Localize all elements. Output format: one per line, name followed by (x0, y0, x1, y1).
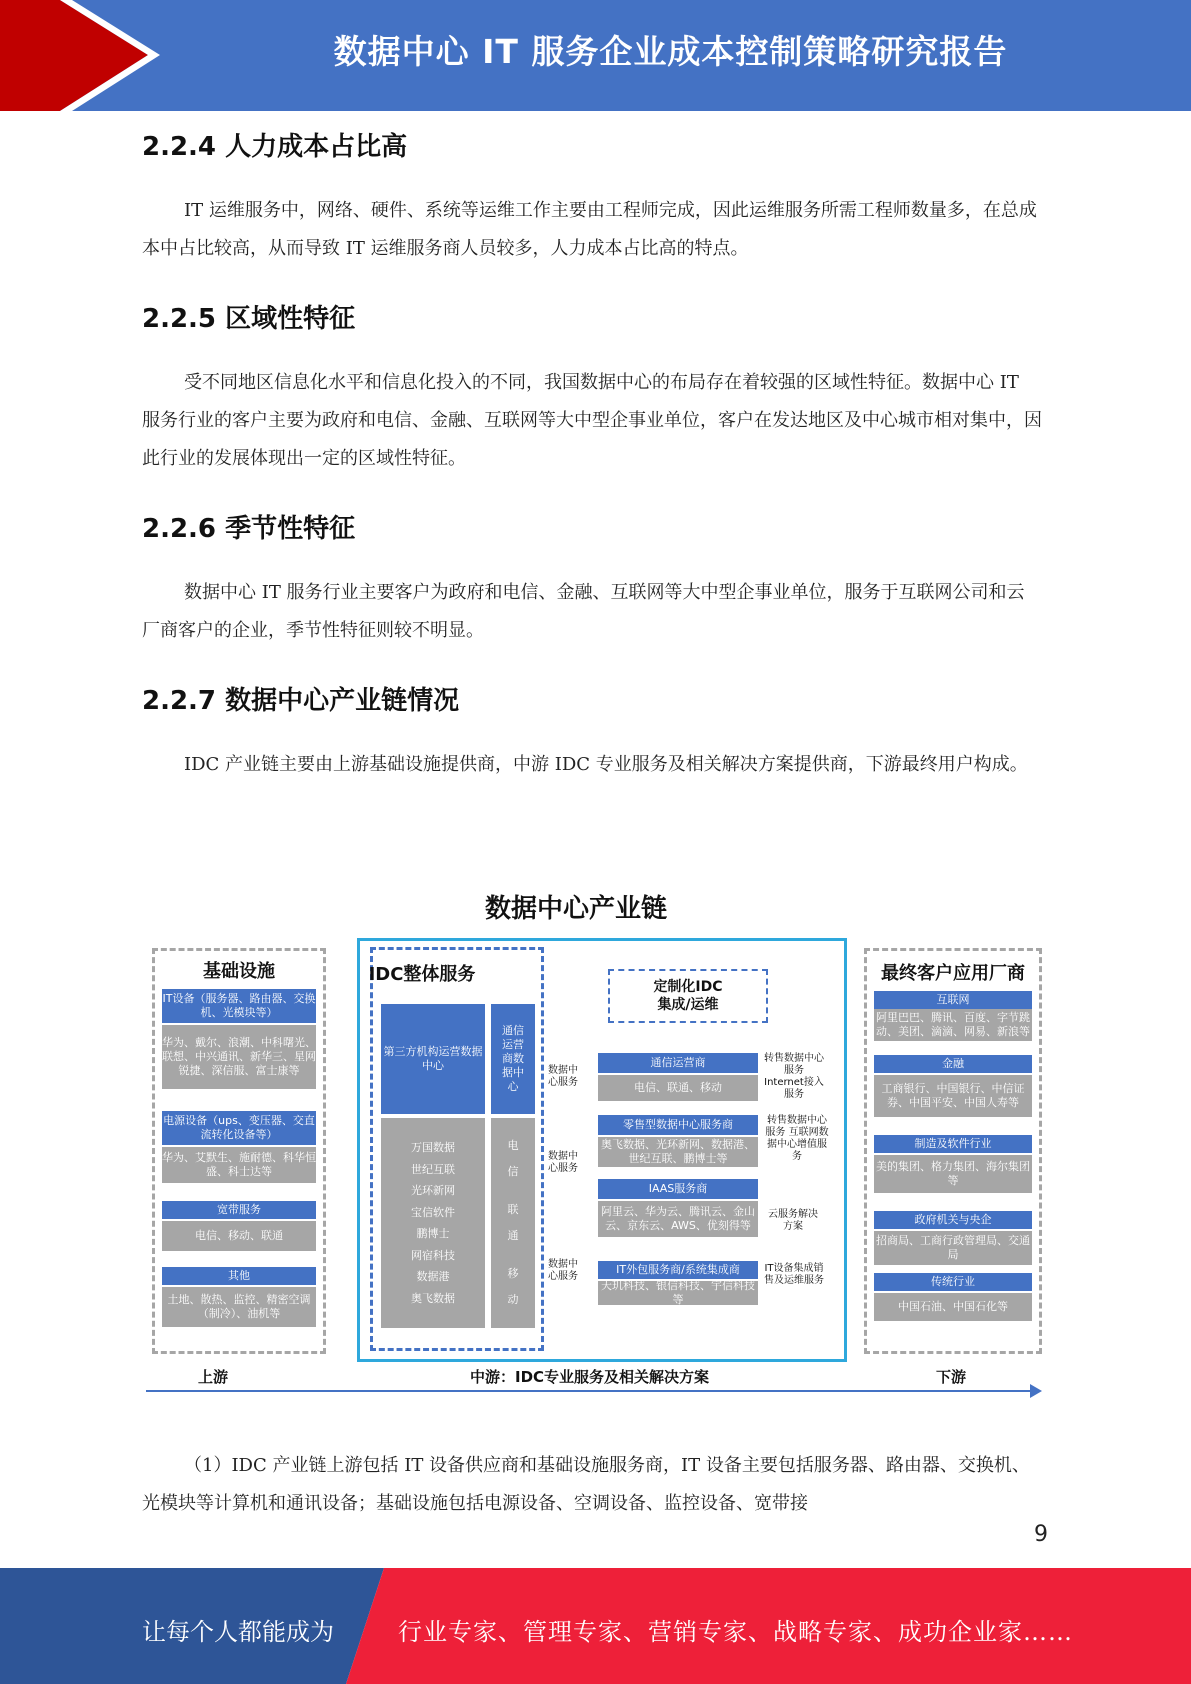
third-party-item: 宝信软件 (411, 1205, 455, 1219)
midstream-column (357, 938, 847, 1362)
provider-detail: 天玑科技、银信科技、宇信科技等 (598, 1281, 758, 1305)
provider-label: IT外包服务商/系统集成商 (598, 1261, 758, 1279)
downstream-label: 下游 (936, 1368, 967, 1386)
upstream-group-detail: 电信、移动、联通 (162, 1221, 316, 1251)
third-party-item: 万国数据 (411, 1141, 455, 1154)
telecom-char: 信 (507, 1165, 519, 1178)
custom-idc-title: 定制化IDC 集成/运维 (653, 979, 723, 1013)
page-header (0, 0, 1191, 111)
flow-arrow-line (146, 1390, 1034, 1392)
custom-idc-box (608, 969, 768, 1023)
provider-detail: 奥飞数据、光环新网、数据港、世纪互联、鹏博士等 (598, 1137, 758, 1167)
service-side-label: 数据中心服务 (548, 1151, 578, 1174)
downstream-group-label: 互联网 (874, 991, 1032, 1009)
upstream-group-label: IT设备（服务器、路由器、交换机、光模块等） (162, 989, 316, 1023)
third-party-idc-label: 第三方机构运营数据中心 (381, 1004, 485, 1114)
service-side-label: 数据中心服务 (548, 1259, 578, 1282)
telecom-idc-label: 通信运营商数据中心 (491, 1004, 535, 1114)
downstream-group-detail: 阿里巴巴、腾讯、百度、字节跳动、美团、滴滴、网易、新浪等 (874, 1009, 1032, 1041)
upstream-group-detail: 土地、散热、监控、精密空调（制冷）、油机等 (162, 1287, 316, 1327)
telecom-char: 联 (507, 1203, 519, 1216)
upstream-label: 上游 (198, 1368, 229, 1386)
section-paragraph: 数据中心 IT 服务行业主要客户为政府和电信、金融、互联网等大中型企事业单位，服务于互联网公司和云厂商客户的企业，季节性特征则较不明显。 (142, 582, 1025, 641)
third-party-item: 光环新网 (411, 1184, 455, 1197)
upstream-group-label: 其他 (162, 1267, 316, 1285)
header-title: 数据中心 IT 服务企业成本控制策略研究报告 (333, 32, 1008, 71)
industry-chain-figure (146, 888, 1046, 1398)
downstream-title: 最终客户应用厂商 (881, 963, 1025, 984)
third-party-idc-list (381, 1118, 485, 1328)
report-content (142, 118, 1042, 784)
third-party-item: 鹏博士 (416, 1227, 450, 1240)
telecom-char: 移 (507, 1267, 519, 1280)
page-number: 9 (1034, 1522, 1048, 1547)
page-footer (0, 1568, 1191, 1684)
upstream-title: 基础设施 (203, 961, 275, 982)
upstream-column (152, 948, 326, 1354)
section-paragraph: IDC 产业链主要由上游基础设施提供商，中游 IDC 专业服务及相关解决方案提供商，下游最终用户构成。 (184, 754, 1028, 775)
section-heading: 2.2.4 人力成本占比高 (142, 132, 408, 162)
third-party-item: 数据港 (416, 1270, 450, 1283)
footer-slogan-left: 让每个人都能成为 (142, 1618, 334, 1646)
upstream-group-detail: 华为、戴尔、浪潮、中科曙光、联想、中兴通讯、新华三、星网锐捷、深信服、富士康等 (162, 1025, 316, 1089)
third-party-item: 网宿科技 (411, 1248, 455, 1262)
midstream-label: 中游：IDC专业服务及相关解决方案 (470, 1368, 710, 1386)
downstream-group-detail: 美的集团、格力集团、海尔集团等 (874, 1155, 1032, 1193)
footer-slogan-right: 行业专家、管理专家、营销专家、战略专家、成功企业家…… (398, 1618, 1073, 1646)
idc-overall-service-box (370, 947, 544, 1351)
third-party-item: 奥飞数据 (411, 1291, 455, 1305)
figure-title: 数据中心产业链 (484, 894, 667, 924)
section-heading: 2.2.6 季节性特征 (142, 514, 356, 544)
provider-note: 转售数据中心服务 互联网数据中心增值服务 (765, 1115, 829, 1162)
downstream-group-label: 制造及软件行业 (874, 1135, 1032, 1153)
upstream-group-label: 电源设备（ups、变压器、交直流转化设备等） (162, 1111, 316, 1145)
downstream-group-label: 金融 (874, 1055, 1032, 1073)
downstream-group-label: 政府机关与央企 (874, 1211, 1032, 1229)
provider-note: IT设备集成销售及运维服务 (764, 1263, 824, 1286)
service-side-label: 数据中心服务 (548, 1065, 578, 1088)
downstream-group-detail: 中国石油、中国石化等 (874, 1293, 1032, 1321)
third-party-item: 世纪互联 (411, 1162, 455, 1176)
provider-label: 零售型数据中心服务商 (598, 1115, 758, 1135)
provider-note: 转售数据中心服务 Internet接入服务 (764, 1053, 824, 1100)
section-paragraph: 受不同地区信息化水平和信息化投入的不同，我国数据中心的布局存在着较强的区域性特征。数据中心 IT 服务行业的客户主要为政府和电信、金融、互联网等大中型企事业单位，客户在发达地区及中心城市相对集中，因此行业的发展体现出一定的区域性特征。 (142, 372, 1042, 469)
section-paragraph: （1）IDC 产业链上游包括 IT 设备供应商和基础设施服务商，IT 设备主要包括服务器、路由器、交换机、光模块等计算机和通讯设备；基础设施包括电源设备、空调设备、监控设备、宽带接 (142, 1455, 1030, 1514)
section-paragraph: IT 运维服务中，网络、硬件、系统等运维工作主要由工程师完成，因此运维服务所需工程师数量多，在总成本中占比较高，从而导致 IT 运维服务商人员较多，人力成本占比高的特点。 (142, 200, 1037, 259)
bottom-paragraph-block (142, 1447, 1042, 1523)
downstream-group-detail: 招商局、工商行政管理局、交通局 (874, 1231, 1032, 1265)
provider-detail: 电信、联通、移动 (598, 1075, 758, 1101)
downstream-group-label: 传统行业 (874, 1273, 1032, 1291)
provider-label: IAAS服务商 (598, 1179, 758, 1199)
upstream-group-detail: 华为、艾默生、施耐德、科华恒盛、科士达等 (162, 1147, 316, 1183)
telecom-char: 通 (507, 1229, 519, 1242)
provider-detail: 阿里云、华为云、腾讯云、金山云、京东云、AWS、优刻得等 (598, 1201, 758, 1237)
provider-note: 云服务解决方案 (768, 1209, 818, 1232)
flow-arrow-head-icon (1030, 1384, 1042, 1398)
section-heading: 2.2.5 区域性特征 (142, 304, 356, 334)
downstream-column (864, 948, 1042, 1354)
section-heading: 2.2.7 数据中心产业链情况 (142, 686, 460, 716)
telecom-char: 电 (507, 1139, 519, 1152)
upstream-group-label: 宽带服务 (162, 1201, 316, 1219)
telecom-char: 动 (507, 1293, 519, 1306)
provider-label: 通信运营商 (598, 1053, 758, 1073)
idc-overall-service-title: IDC整体服务 (368, 964, 476, 985)
stream-labels (146, 1366, 1046, 1386)
downstream-group-detail: 工商银行、中国银行、中信证券、中国平安、中国人寿等 (874, 1075, 1032, 1117)
telecom-idc-list (491, 1118, 535, 1328)
